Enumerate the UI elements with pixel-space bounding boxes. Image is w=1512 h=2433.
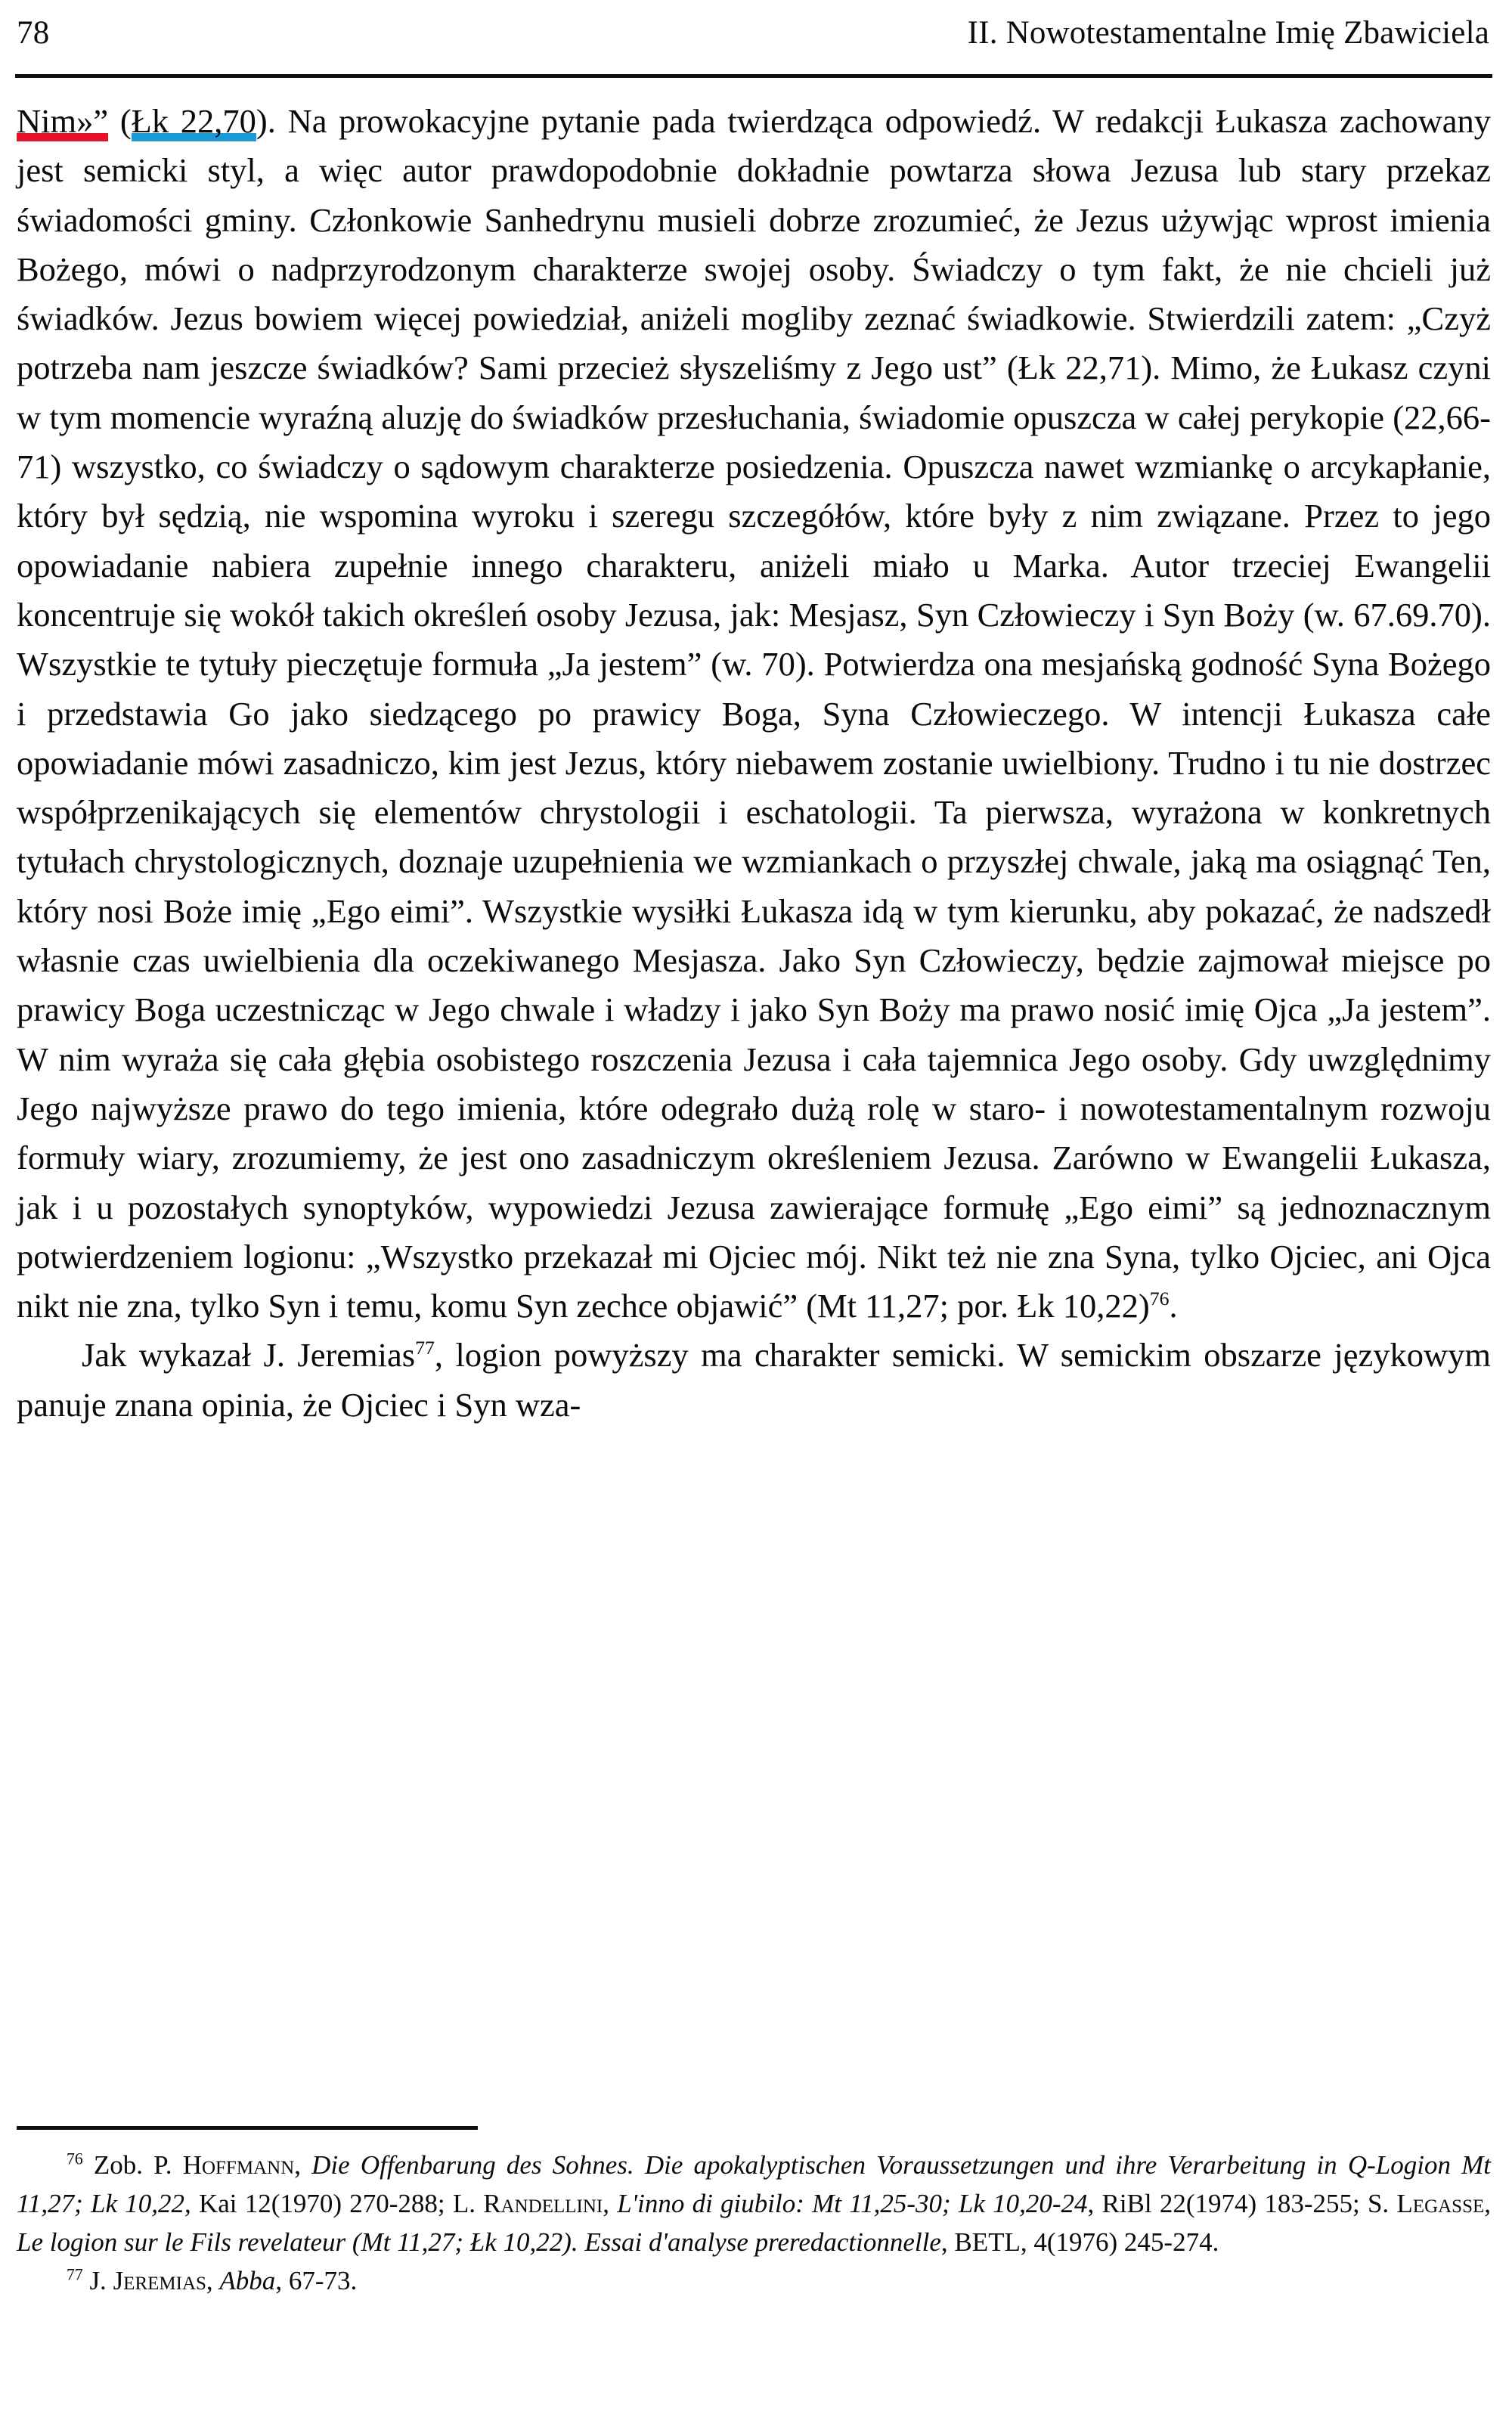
- footnote-segment: Zob. P.: [82, 2150, 183, 2180]
- footnote-area: [17, 2146, 1491, 2300]
- footnote-ref-76[interactable]: 76: [1149, 1288, 1170, 1310]
- paragraph-2-before-ref: Jak wykazał J. Jeremias: [82, 1336, 416, 1375]
- footnote-segment: , Kai 12(1970) 270-288; L.: [184, 2189, 484, 2218]
- header-rule: [15, 74, 1492, 78]
- footnote-marker-77: 77: [67, 2265, 83, 2284]
- footnote-77-body: [83, 2266, 358, 2295]
- body-text: [17, 97, 1491, 1430]
- footnote-segment: ,: [294, 2150, 312, 2180]
- footnote-segment: Randellini: [483, 2189, 603, 2218]
- footnote-segment: L'inno di giubilo: Mt 11,25-30; Lk 10,20-24: [617, 2189, 1088, 2218]
- footnote-segment: , BETL, 4(1976) 245-274.: [940, 2227, 1219, 2257]
- footnote-marker-76: 76: [67, 2149, 83, 2168]
- footnote-segment: Hoffmann: [182, 2150, 295, 2180]
- footnote-segment: Abba: [219, 2266, 276, 2295]
- footnote-segment: Jeremias: [113, 2266, 206, 2295]
- footnote-segment: Die Offenbarung des Sohnes. Die apokalyptischen Voraussetzungen und ihre Verarbeitung in Q-Logion Mt 11,27; Lk 10,22: [17, 2150, 1492, 2218]
- paragraph-1-tail: .: [1169, 1287, 1178, 1325]
- footnote-segment: Le logion sur le Fils revelateur (Mt 11,27; Łk 10,22). Essai d'analyse preredactionnelle: [17, 2227, 941, 2257]
- footnote-77: [17, 2261, 1491, 2300]
- footnote-segment: ,: [206, 2266, 220, 2295]
- running-head: [17, 15, 1489, 68]
- paren-open: (: [108, 102, 132, 140]
- footnote-segment: , RiBl 22(1974) 183-255; S.: [1087, 2189, 1397, 2218]
- footnote-separator-rule: [17, 2126, 478, 2130]
- footnote-76-body: [17, 2150, 1491, 2257]
- blue-highlight-annotation: Łk 22,70: [131, 102, 256, 140]
- footnote-segment: ,: [1484, 2189, 1492, 2218]
- footnote-segment: ,: [603, 2189, 618, 2218]
- paragraph-1-text: ). Na prowokacyjne pytanie pada twierdząca odpowiedź. W redakcji Łukasza zachowany jest semicki styl, a więc autor prawdopodobnie dokładnie powtarza słowa Jezusa lub stary przekaz świadomości gminy. Członkowie Sanhedrynu musieli dobrze zrozumieć, że Jezus używjąc wprost imienia Bożego, mówi o nadprzyrodzonym charakterze swojej osoby. Świadczy o tym fakt, że nie chcieli już świadków. Jezus bowiem więcej powiedział, aniżeli mogliby zeznać świadkowie. Stwierdzili zatem: „Czyż potrzeba nam jeszcze świadków? Sami przecież słyszeliśmy z Jego ust” (Łk 22,71). Mimo, że Łukasz czyni w tym momencie wyraźną aluzję do świadków przesłuchania, świadomie opuszcza w całej perykopie (22,66-71) wszystko, co świadczy o sądowym charakterze posiedzenia. Opuszcza nawet wzmiankę o arcykapłanie, który był sędzią, nie wspomina wyroku i szeregu szczegółów, które były z nim związane. Przez to jego opowiadanie nabiera zupełnie innego charakteru, aniżeli miało u Marka. Autor trzeciej Ewangelii koncentruje się wokół takich określeń osoby Jezusa, jak: Mesjasz, Syn Człowieczy i Syn Boży (w. 67.69.70). Wszystkie te tytuły pieczętuje formuła „Ja jestem” (w. 70). Potwierdza ona mesjańską godność Syna Bożego i przedstawia Go jako siedzącego po prawicy Boga, Syna Człowieczego. W intencji Łukasza całe opowiadanie mówi zasadniczo, kim jest Jezus, który niebawem zostanie uwielbiony. Trudno i tu nie dostrzec współprzenikających się elementów chrystologii i eschatologii. Ta pierwsza, wyrażona w konkretnych tytułach chrystologicznych, doznaje uzupełnienia we wzmiankach o przyszłej chwale, jaką ma osiągnąć Ten, który nosi Boże imię „Ego eimi”. Wszystkie wysiłki Łukasza idą w tym kierunku, aby pokazać, że nadszedł własnie czas uwielbienia dla oczekiwanego Mesjasza. Jako Syn Człowieczy, będzie zajmował miejsce po prawicy Boga uczestnicząc w Jego chwale i władzy i jako Syn Boży ma prawo nosić imię Ojca „Ja jestem”. W nim wyraża się cała głębia osobistego roszczenia Jezusa i cała tajemnica Jego osoby. Gdy uwzględnimy Jego najwyższe prawo do tego imienia, które odegrało dużą rolę w staro- i nowotestamentalnym rozwoju formuły wiary, zrozumiemy, że jest ono zasadniczym określeniem Jezusa. Zarówno w Ewangelii Łukasza, jak i u pozostałych synoptyków, wypowiedzi Jezusa zawierające formułę „Ego eimi” są jednoznacznym potwierdzeniem logionu: „Wszystko przekazał mi Ojciec mój. Nikt też nie zna Syna, tylko Ojciec, ani Ojca nikt nie zna, tylko Syn i temu, komu Syn zechce objawić” (Mt 11,27; por. Łk 10,22): [17, 102, 1491, 1325]
- page-number: 78: [17, 15, 50, 51]
- footnote-segment: Legasse: [1396, 2189, 1485, 2218]
- paragraph-2-after-ref: , logion powyższy ma charakter semicki. W semickim obszarze językowym panuje znana opinia, że Ojciec i Syn wza-: [17, 1336, 1492, 1424]
- running-head-title: II. Nowotestamentalne Imię Zbawiciela: [967, 15, 1489, 51]
- red-highlight-annotation: Nim»”: [17, 102, 109, 140]
- footnote-segment: , 67-73.: [275, 2266, 358, 2295]
- paragraph-2: [17, 1331, 1491, 1430]
- footnote-76: [17, 2146, 1491, 2261]
- footnote-ref-77[interactable]: 77: [415, 1337, 435, 1359]
- paragraph-continuation: [17, 97, 1491, 1331]
- footnote-segment: J.: [82, 2266, 113, 2295]
